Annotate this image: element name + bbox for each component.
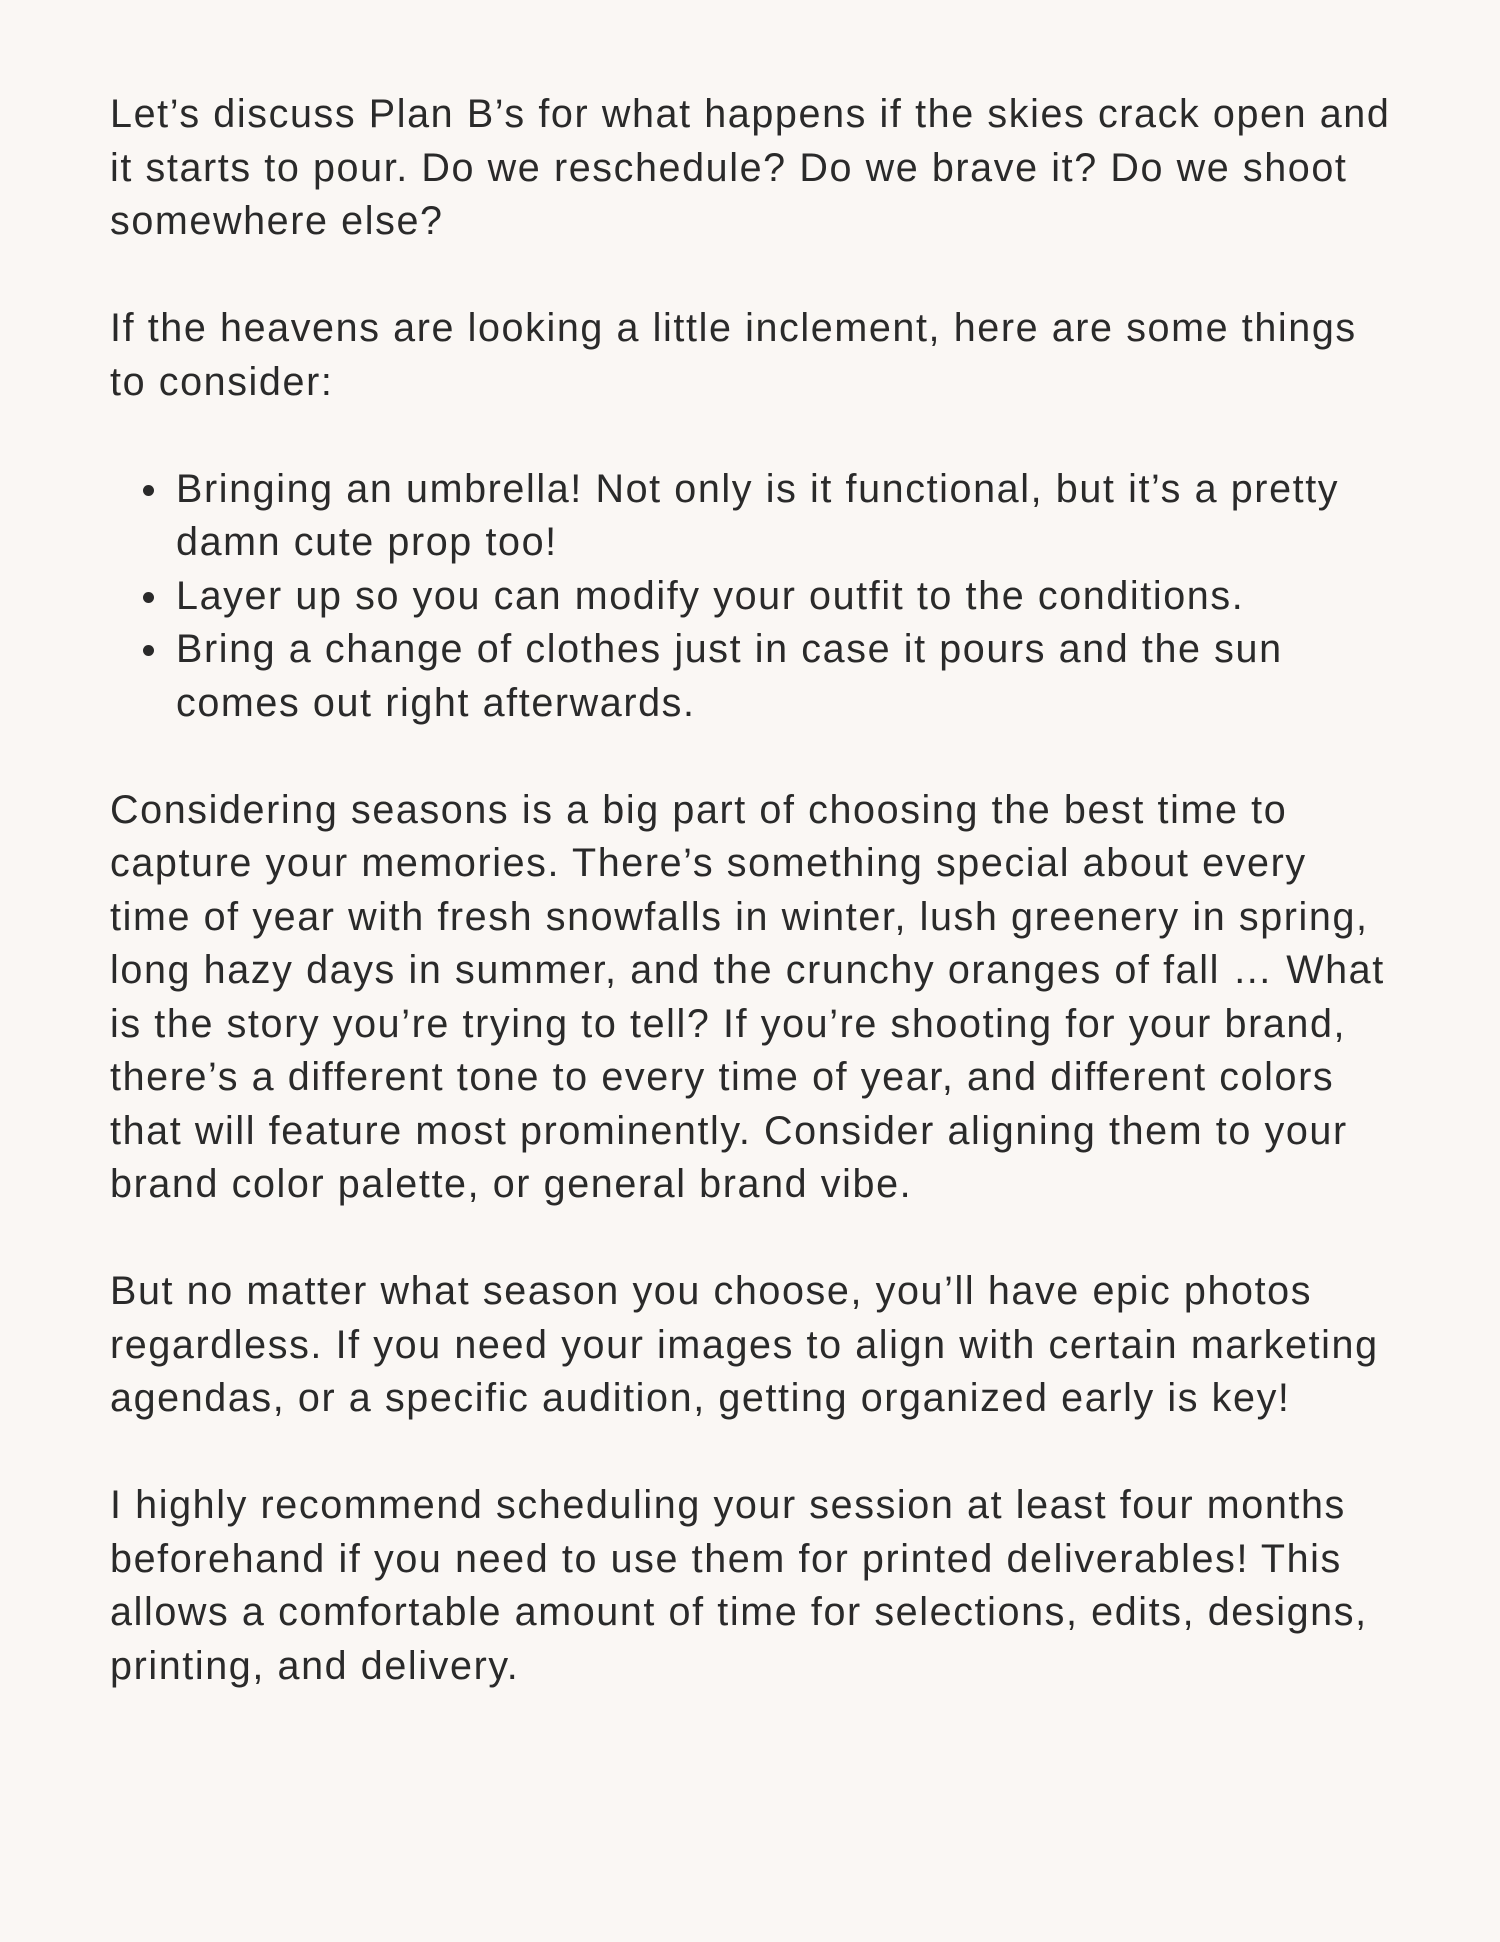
- tips-list: [110, 463, 1400, 731]
- list-item: [176, 570, 1400, 624]
- list-item-text: Bring a change of clothes just in case it pours and the sun comes out right afterwards.: [176, 627, 1283, 725]
- bullet-icon: [143, 592, 154, 603]
- paragraph-no-matter-season: But no matter what season you choose, you’ll have epic photos regardless. If you need your images to align with certain marketing agendas, or a specific audition, getting organized early is key!: [110, 1269, 1379, 1420]
- list-item-text: Layer up so you can modify your outfit to the conditions.: [176, 573, 1245, 618]
- paragraph-seasons: Considering seasons is a big part of choosing the best time to capture your memories. There’s something special about every time of year with fresh snowfalls in winter, lush greenery in spring, long hazy days in summer, and the crunchy oranges of fall … What is the story you’re trying to tell? If you’re shooting for your brand, there’s a different tone to every time of year, and different colors that will feature most prominently. Consider aligning them to your brand color palette, or general brand vibe.: [110, 787, 1385, 1206]
- list-item: [176, 463, 1400, 570]
- paragraph-plan-b: Let’s discuss Plan B’s for what happens if the skies crack open and it starts to pour. Do we reschedule? Do we brave it? Do we shoot somewhere else?: [110, 92, 1391, 243]
- document-page: [110, 88, 1400, 1747]
- bullet-icon: [143, 645, 154, 656]
- paragraph-inclement-intro: If the heavens are looking a little inclement, here are some things to consider:: [110, 306, 1357, 404]
- paragraph-scheduling-recommendation: I highly recommend scheduling your session at least four months beforehand if you need to use them for printed deliverables! This allows a comfortable amount of time for selections, edits, designs, printing, and delivery.: [110, 1483, 1368, 1688]
- list-item-text: Bringing an umbrella! Not only is it functional, but it’s a pretty damn cute prop too!: [176, 466, 1340, 564]
- bullet-icon: [143, 485, 154, 496]
- list-item: [176, 623, 1400, 730]
